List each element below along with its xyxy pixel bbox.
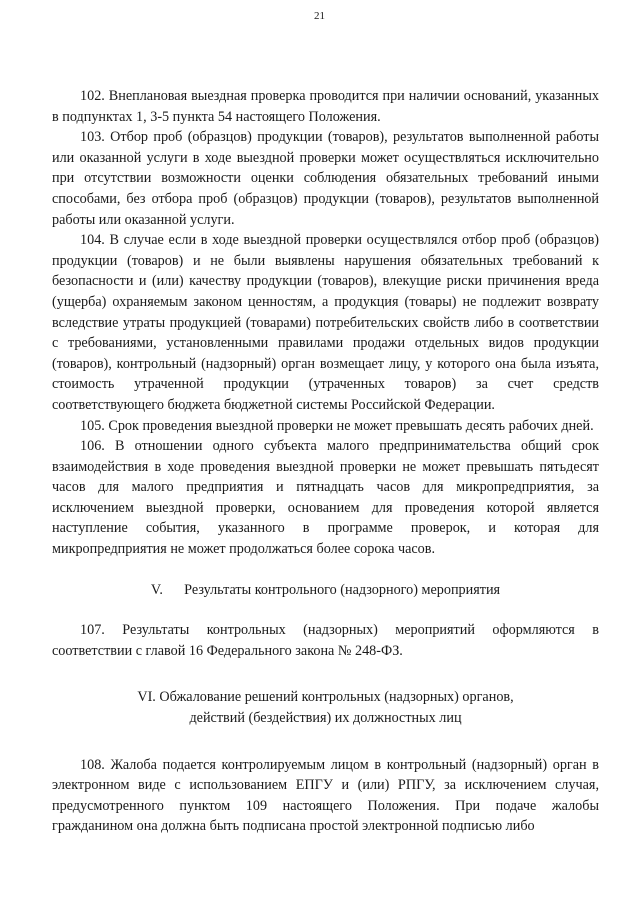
section-v-heading: V. Результаты контрольного (надзорного) мероприятия <box>150 581 501 598</box>
paragraph-106: 106. В отношении одного субъекта малого предпринимательства общий срок взаимодействия в ходе проведения выездной проверки не может превышать пятьдесят часов для малого предприятия и пятнадцать часов для микропредприятия, за исключением выездной проверки, основанием для проведения которой является наступление события, указанного в программе проверок, и которая для микропредприятия не может продолжаться более сорока часов. <box>52 438 599 558</box>
document-body <box>52 86 599 837</box>
section-vi-heading-line2: действий (бездействия) их должностных лиц <box>189 710 462 727</box>
paragraph-108: 108. Жалоба подается контролируемым лицом в контрольный (надзорный) орган в электронном виде с использованием ЕПГУ и (или) РПГУ, за исключением случая, предусмотренного пунктом 109 настоящего Положения. При подаче жалобы гражданином она должна быть подписана простой электронной подписью либо <box>52 756 599 835</box>
paragraph-107: 107. Результаты контрольных (надзорных) мероприятий оформляются в соответствии с главой 16 Федерального закона № 248-ФЗ. <box>52 622 599 659</box>
paragraph-103: 103. Отбор проб (образцов) продукции (товаров), результатов выполненной работы или оказанной услуги в ходе выездной проверки может осуществляться исключительно при отсутствии возможности оценки соблюдения обязательных требований иными способами, без отбора проб (образцов) продукции (товаров), результатов выполненной работы или оказанной услуги. <box>52 129 599 228</box>
section-vi-heading-line1: VI. Обжалование решений контрольных (надзорных) органов, <box>137 689 514 706</box>
paragraph-102: 102. Внеплановая выездная проверка проводится при наличии оснований, указанных в подпунктах 1, 3-5 пункта 54 настоящего Положения. <box>52 88 599 125</box>
paragraph-105: 105. Срок проведения выездной проверки не может превышать десять рабочих дней. <box>80 417 594 434</box>
section-vi-heading <box>52 687 599 728</box>
paragraph-104: 104. В случае если в ходе выездной проверки осуществлялся отбор проб (образцов) продукции (товаров) и не были выявлены нарушения обязательных требований к безопасности и (или) качеству продукции (товаров), влекущие риски причинения вреда (ущерба) охраняемым законом ценностям, а продукция (товары) не подлежит возврату вследствие утраты продукцией (товарами) потребительских свойств либо в соответствии с требованиями, установленными правилами продажи отдельных видов продукции (товаров), контрольный (надзорный) орган возмещает лицу, у которого она была изъята, стоимость утраченной продукции (утраченных товаров) за счет средств соответствующего бюджета бюджетной системы Российской Федерации. <box>52 232 599 413</box>
page-number: 21 <box>314 10 325 22</box>
